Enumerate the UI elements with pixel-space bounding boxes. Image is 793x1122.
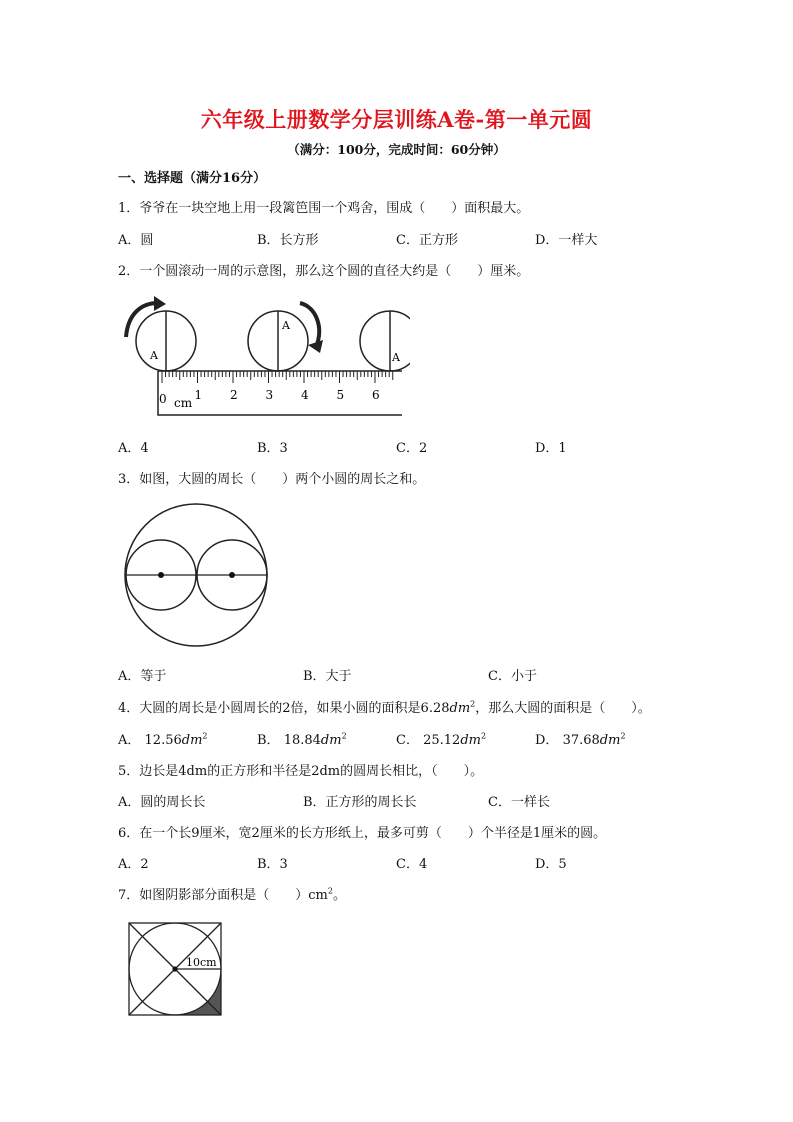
point-a-label-2: A	[282, 319, 290, 332]
question-6-option-b: B．3	[257, 857, 288, 872]
question-5-option-b: B．正方形的周长长	[303, 795, 417, 810]
shaded-square-figure	[126, 920, 226, 1018]
page-title: 六年级上册数学分层训练A卷-第一单元圆	[200, 107, 593, 132]
exam-info: （满分：100分，完成时间：60分钟）	[287, 142, 506, 157]
question-1-stem: 1．爷爷在一块空地上用一段篱笆围一个鸡舍，围成（ ）面积最大。	[118, 201, 530, 216]
question-4-option-a: A． $12.56dm^2$	[118, 731, 208, 748]
question-5-option-c: C．一样长	[488, 795, 550, 810]
rolling-circle-figure	[110, 295, 410, 420]
question-6-option-d: D．5	[535, 857, 567, 872]
question-2-option-c: C．2	[396, 441, 428, 456]
question-1-option-c: C．正方形	[396, 233, 458, 248]
question-2-option-b: B．3	[257, 441, 288, 456]
ruler-label: 0	[159, 392, 167, 406]
question-4-option-d: D． $37.68dm^2$	[535, 731, 626, 748]
circle-end	[360, 311, 410, 371]
rotation-arrow-left-icon	[126, 296, 166, 337]
question-3-stem: 3．如图，大圆的周长（ ）两个小圆的周长之和。	[118, 472, 426, 487]
question-4-option-b: B． $18.84dm^2$	[257, 731, 347, 748]
question-5-option-a: A．圆的周长长	[118, 795, 206, 810]
ruler-unit-label: cm	[174, 396, 193, 410]
question-1-option-a: A．圆	[118, 233, 154, 248]
question-2-option-d: D．1	[535, 441, 567, 456]
ruler-label: 4	[301, 388, 309, 402]
question-3-option-b: B．大于	[303, 669, 352, 684]
ruler-label: 1	[194, 388, 203, 402]
question-3-option-c: C．小于	[488, 669, 537, 684]
question-3-option-a: A．等于	[118, 669, 167, 684]
ruler-label: 6	[372, 388, 380, 402]
ruler-label: 2	[230, 388, 238, 402]
question-1-option-b: B．长方形	[257, 233, 319, 248]
radius-label: 10cm	[186, 956, 217, 969]
circles-figure	[120, 500, 275, 652]
section-heading: 一、选择题（满分16分）	[118, 171, 267, 186]
center-dot-left	[158, 572, 164, 578]
question-7-stem: 7．如图阴影部分面积是（ ）$cm^2$。	[118, 886, 346, 903]
question-4-stem: 4．大圆的周长是小圆周长的2倍，如果小圆的面积是$6.28dm^2$，那么大圆的面积是（ ）。	[118, 699, 651, 716]
question-1-option-d: D．一样大	[535, 233, 598, 248]
center-dot-right	[229, 572, 235, 578]
question-5-stem: 5．边长是4dm的正方形和半径是2dm的圆周长相比，（ ）。	[118, 764, 484, 779]
point-a-label-1: A	[150, 349, 158, 362]
question-2-stem: 2．一个圆滚动一周的示意图，那么这个圆的直径大约是（ ）厘米。	[118, 264, 530, 279]
question-6-option-a: A．2	[118, 857, 149, 872]
center-dot	[172, 966, 177, 971]
point-a-label-3: A	[392, 351, 400, 364]
ruler-label: 5	[336, 388, 345, 402]
rotation-arrow-right-icon	[300, 303, 323, 353]
question-4-option-c: C． $25.12dm^2$	[396, 731, 487, 748]
question-2-option-a: A．4	[118, 441, 149, 456]
ruler-label: 3	[265, 388, 274, 402]
question-6-option-c: C．4	[396, 857, 428, 872]
question-6-stem: 6．在一个长9厘米，宽2厘米的长方形纸上，最多可剪（ ）个半径是1厘米的圆。	[118, 826, 607, 841]
